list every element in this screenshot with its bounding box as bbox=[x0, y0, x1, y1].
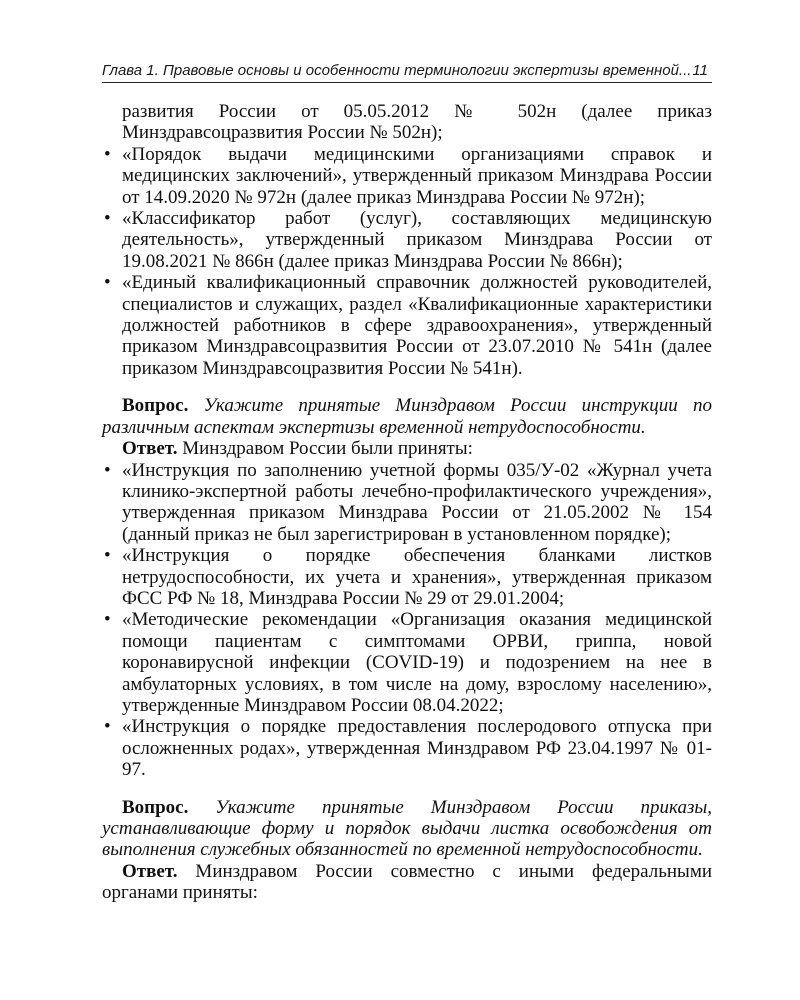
bullet-icon: • bbox=[104, 609, 111, 631]
list-item bbox=[102, 460, 712, 546]
list-item-text: «Инструкция о порядке предоставления послеродового отпуска при осложненных родах», утвержденная Минздравом РФ 23.04.1997 № 01-97. bbox=[122, 716, 712, 781]
question-label: Вопрос. bbox=[122, 395, 189, 417]
list-item bbox=[102, 609, 712, 716]
page-body bbox=[102, 101, 712, 904]
continued-list-item: развития России от 05.05.2012 № 502н (далее приказ Минздравсоцразвития России № 502н); bbox=[122, 101, 712, 144]
list-item-text: «Классификатор работ (услуг), составляющих медицинскую деятельность», утвержденный приказом Минздрава России от 19.08.2021 № 866н (далее приказ Минздрава России № 866н); bbox=[122, 208, 712, 272]
list-item bbox=[102, 272, 712, 379]
list-item bbox=[102, 144, 712, 208]
bullet-icon: • bbox=[104, 208, 111, 230]
list-item-text: «Методические рекомендации «Организация оказания медицинской помощи пациентам с симптомами ОРВИ, гриппа, новой коронавирусной инфекции (COVID-19) и подозрением на нее в амбулаторных условиях, в том числе на дому, взрослому населению», утвержденные Минздравом России 08.04.2022; bbox=[122, 609, 712, 716]
list-item bbox=[102, 716, 712, 780]
answer-paragraph bbox=[102, 438, 712, 459]
list-item-text: «Порядок выдачи медицинскими организациями справок и медицинских заключений», утвержденный приказом Минздрава России от 14.09.2020 № 972н (далее приказ Минздрава России № 972н); bbox=[122, 143, 712, 208]
question-paragraph bbox=[102, 395, 712, 438]
bullet-list-regulations bbox=[102, 144, 712, 379]
list-item-text: «Инструкция по заполнению учетной формы 035/У-02 «Журнал учета клинико-экспертной работы лечебно-профилактического учреждения», утвержденная приказом Минздрава России от 21.05.2002 № 154 (данный приказ не был зарегистрирован в установленном порядке); bbox=[122, 459, 712, 545]
running-header bbox=[102, 60, 712, 83]
bullet-icon: • bbox=[104, 143, 111, 165]
question-label: Вопрос. bbox=[122, 796, 189, 818]
list-item-text: «Инструкция о порядке обеспечения бланками листков нетрудоспособности, их учета и хранения», утвержденная приказом ФСС РФ № 18, Минздрава России № 29 от 29.01.2004; bbox=[122, 545, 712, 609]
list-item bbox=[102, 545, 712, 609]
bullet-icon: • bbox=[104, 459, 111, 481]
question-paragraph bbox=[102, 797, 712, 861]
bullet-icon: • bbox=[104, 545, 111, 567]
question-text: Укажите принятые Минздравом России приказы, устанавливающие форму и порядок выдачи листка освобождения от выполнения служебных обязанностей по временной нетрудоспособности. bbox=[102, 796, 712, 861]
answer-label: Ответ. bbox=[122, 438, 178, 460]
answer-text: Минздравом России совместно с иными федеральными органами приняты: bbox=[102, 860, 713, 904]
list-item-text: «Единый квалификационный справочник должностей руководителей, специалистов и служащих, раздел «Квалификационные характеристики должностей работников в сфере здравоохранения», утвержденный приказом Минздравсоцразвития России от 23.07.2010 № 541н (далее приказом Минздравсоцразвития России № 541н). bbox=[122, 272, 712, 379]
answer-text: Минздравом России были приняты: bbox=[182, 438, 473, 460]
bullet-list-instructions bbox=[102, 460, 712, 781]
bullet-icon: • bbox=[104, 272, 111, 294]
list-item bbox=[102, 208, 712, 272]
answer-label: Ответ. bbox=[122, 860, 178, 882]
bullet-icon: • bbox=[104, 716, 111, 738]
answer-paragraph bbox=[102, 861, 712, 904]
question-text: Укажите принятые Минздравом России инструкции по различным аспектам экспертизы временной нетрудоспособности. bbox=[102, 395, 713, 438]
page-number: 11 bbox=[692, 62, 708, 79]
chapter-title: Глава 1. Правовые основы и особенности терминологии экспертизы временной... bbox=[102, 62, 692, 79]
